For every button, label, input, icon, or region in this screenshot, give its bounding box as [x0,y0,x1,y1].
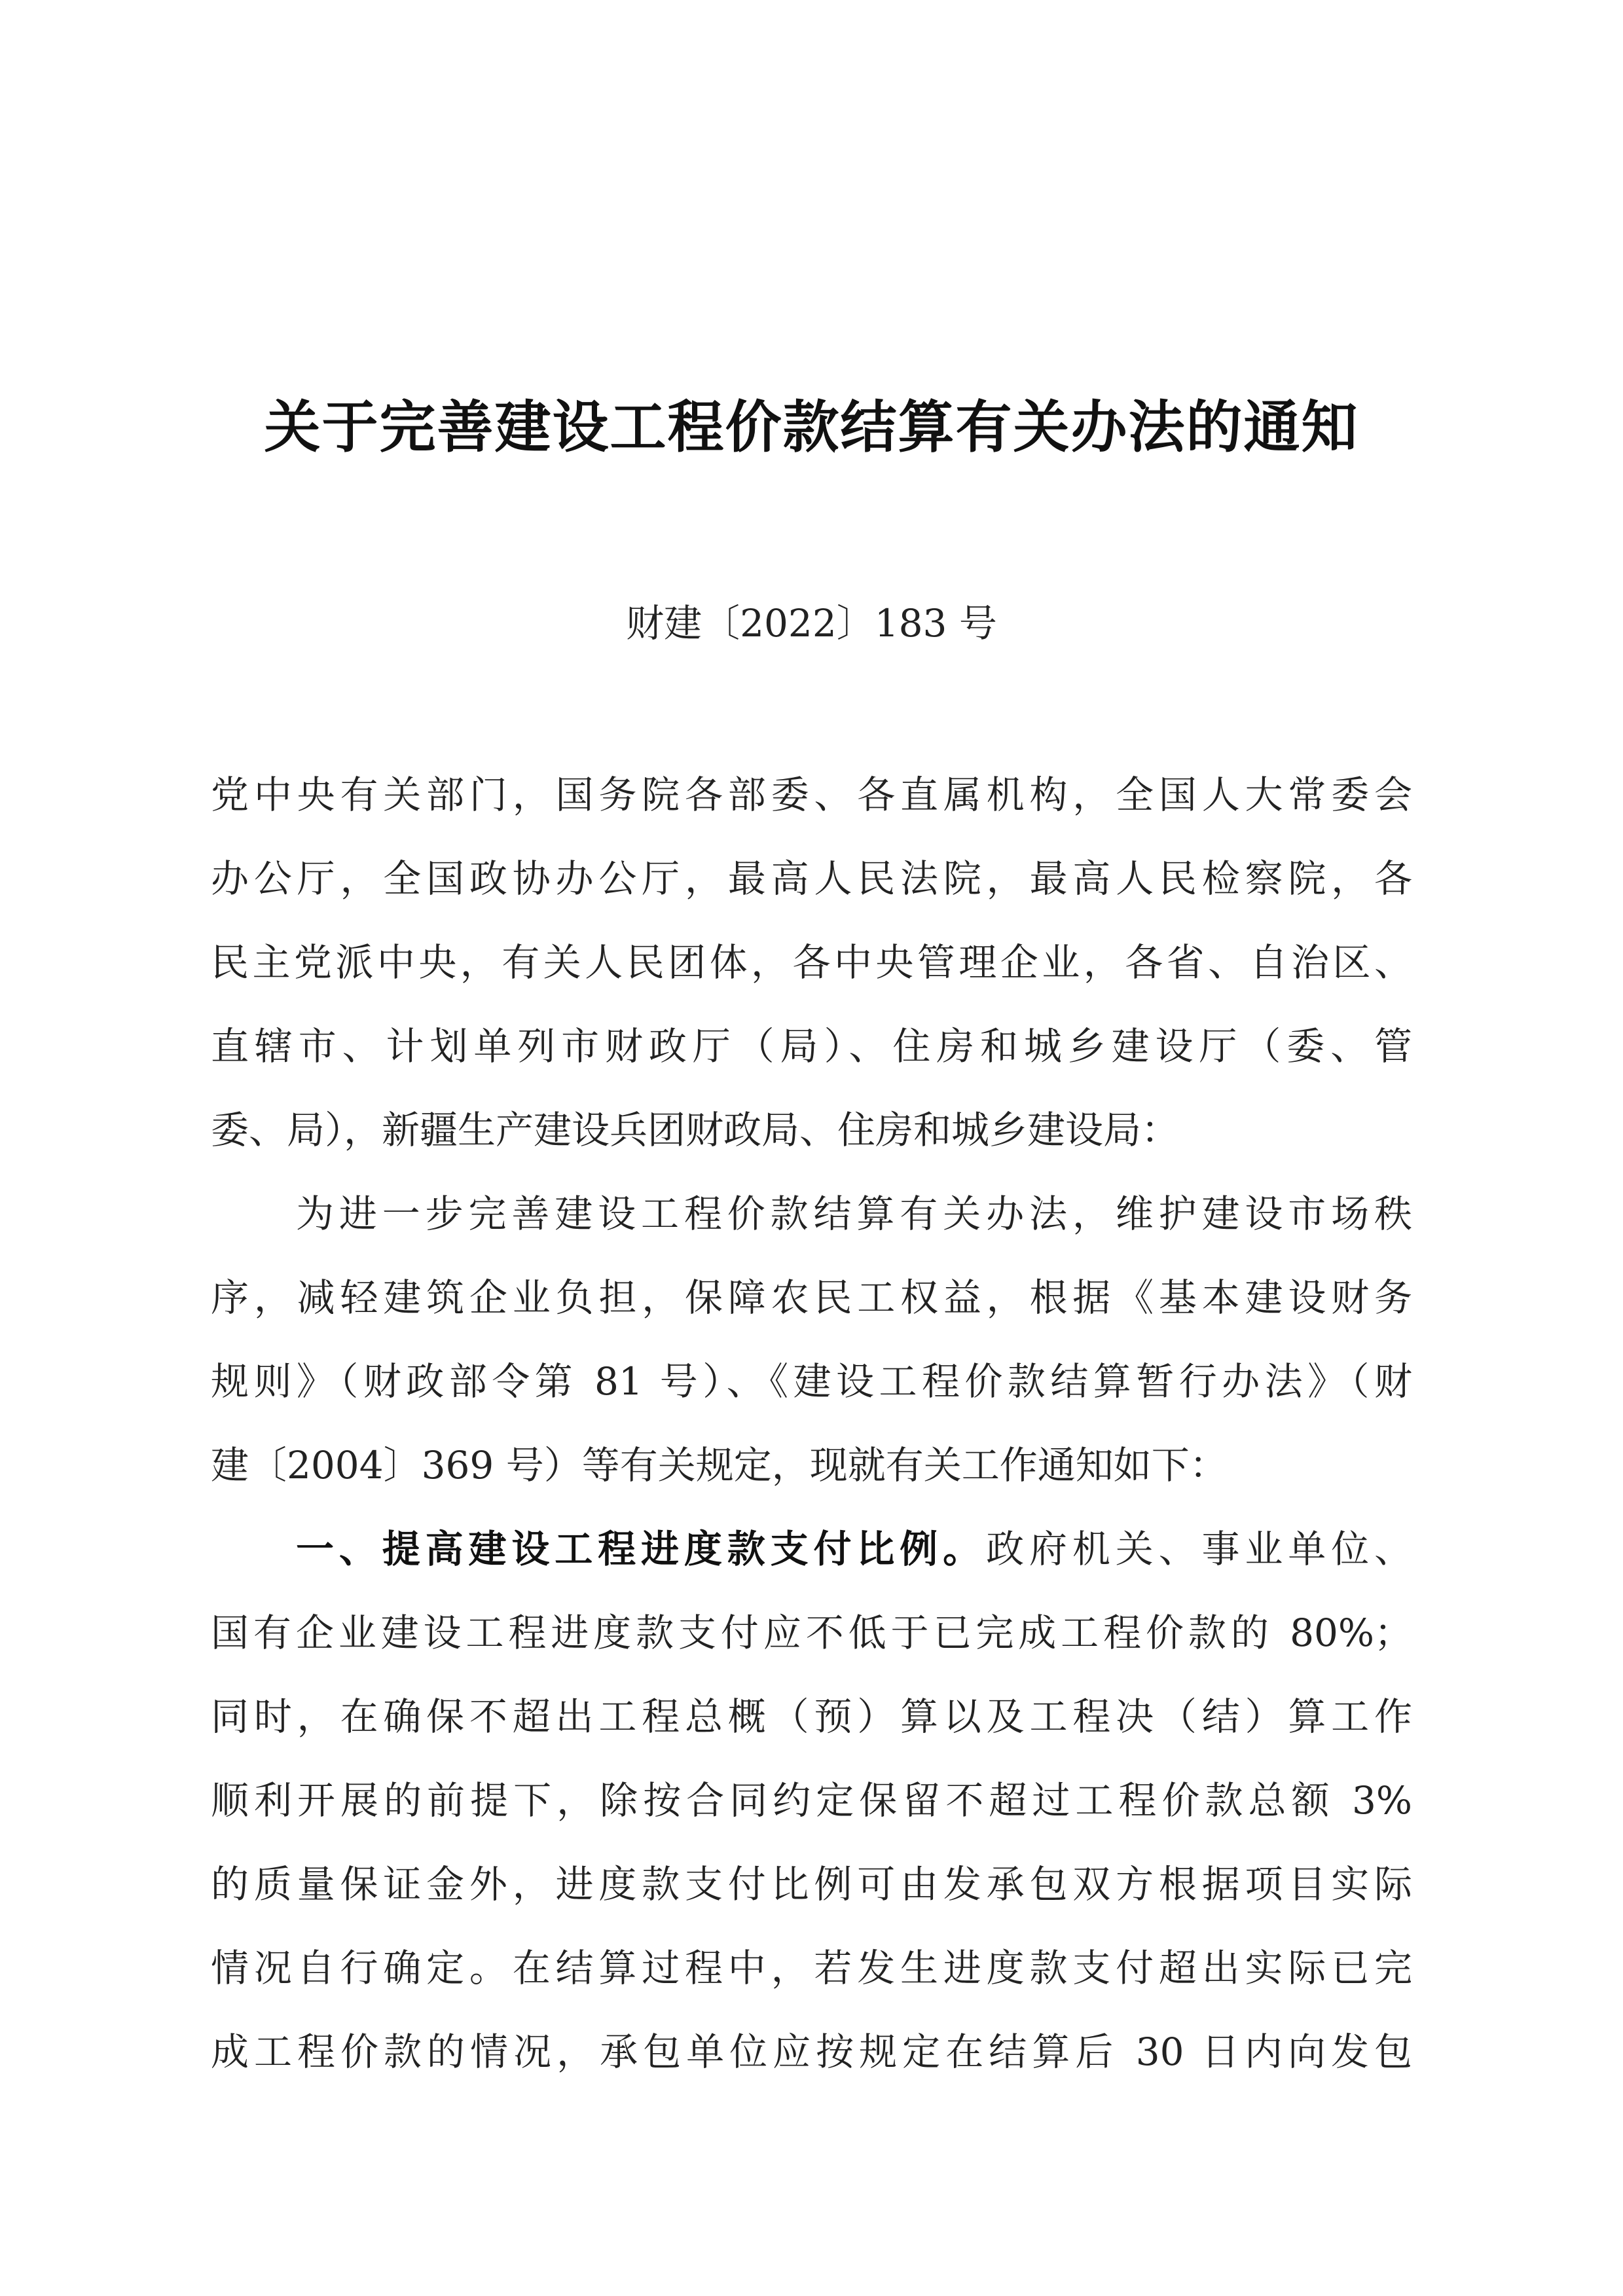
section-1-line: 成工程价款的情况，承包单位应按规定在结算后 30 日内向发包 [211,2030,1412,2074]
section-1-line: 顺利开展的前提下，除按合同约定保留不超过工程价款总额 3% [211,1778,1412,1823]
addressee-line: 委、局），新疆生产建设兵团财政局、住房和城乡建设局： [211,1108,1180,1152]
section-1-first-line [296,1523,1412,1575]
document-number: 财建〔2022〕183 号 [626,601,997,646]
section-1-heading: 一、提高建设工程进度款支付比例。 [296,1527,987,1571]
addressee-line: 直辖市、计划单列市财政厅（局）、住房和城乡建设厅（委、管 [211,1024,1412,1068]
intro-line: 规则》（财政部令第 81 号）、《建设工程价款结算暂行办法》（财 [211,1359,1412,1404]
section-1-line: 情况自行确定。在结算过程中，若发生进度款支付超出实际已完 [211,1946,1412,1990]
intro-line: 序，减轻建筑企业负担，保障农民工权益，根据《基本建设财务 [211,1275,1412,1320]
addressee-line: 党中央有关部门，国务院各部委、各直属机构，全国人大常委会 [211,773,1412,817]
section-1-line: 同时，在确保不超出工程总概（预）算以及工程决（结）算工作 [211,1694,1412,1739]
addressee-line: 办公厅，全国政协办公厅，最高人民法院，最高人民检察院，各 [211,856,1412,901]
section-1-line: 的质量保证金外，进度款支付比例可由发承包双方根据项目实际 [211,1862,1412,1906]
addressee-line: 民主党派中央，有关人民团体，各中央管理企业，各省、自治区、 [211,940,1412,985]
section-1-line: 国有企业建设工程进度款支付应不低于已完成工程价款的 80%； [211,1611,1412,1655]
intro-line: 为进一步完善建设工程价款结算有关办法，维护建设市场秩 [296,1192,1412,1236]
document-title: 关于完善建设工程价款结算有关办法的通知 [264,395,1359,460]
intro-line: 建〔2004〕369 号）等有关规定，现就有关工作通知如下： [211,1443,1228,1487]
section-1-first-line-text: 政府机关、事业单位、 [986,1527,1412,1571]
